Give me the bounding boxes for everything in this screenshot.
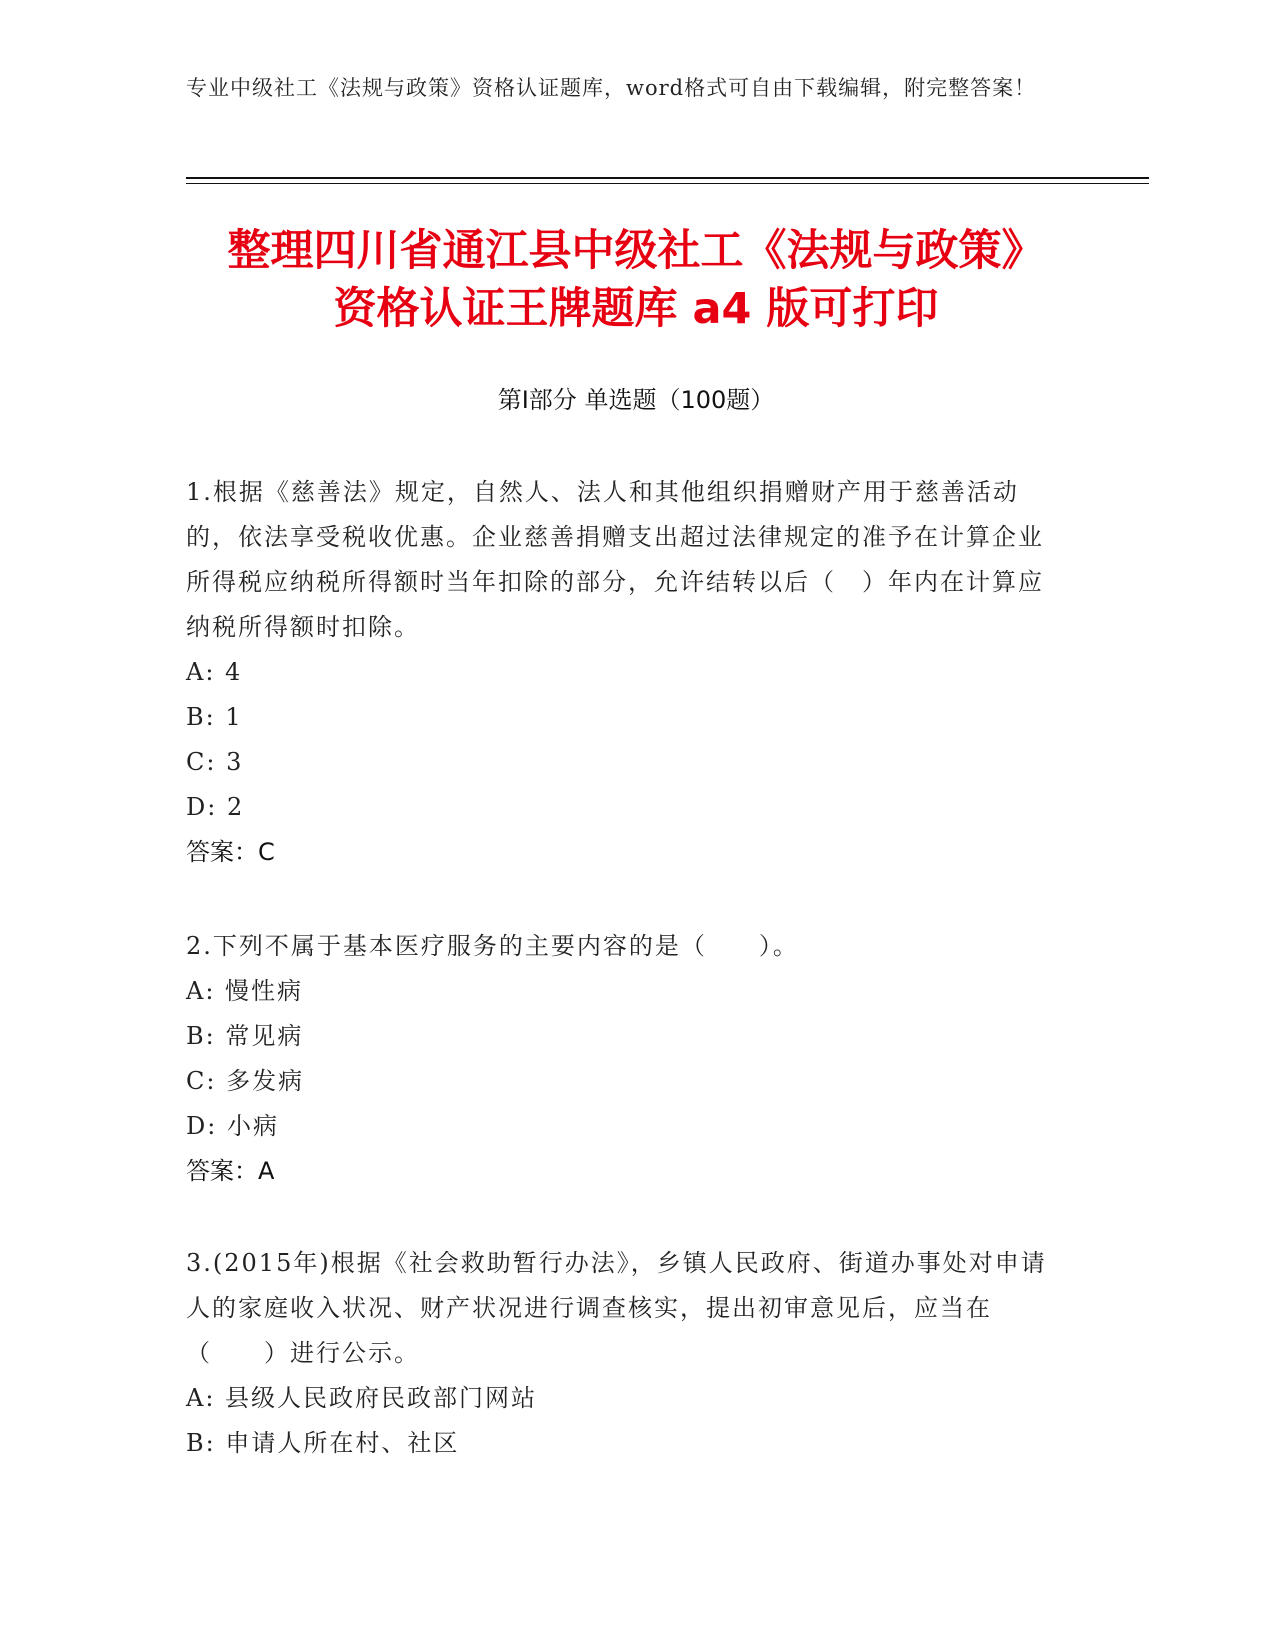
document-title-line-2: 资格认证王牌题库 a4 版可打印 bbox=[333, 284, 939, 334]
question-3-option-b: B: 申请人所在村、社区 bbox=[186, 1429, 460, 1457]
question-1-answer: 答案：C bbox=[186, 838, 275, 866]
question-1-stem: 1.根据《慈善法》规定，自然人、法人和其他组织捐赠财产用于慈善活动的，依法享受税收优惠。企业慈善捐赠支出超过法律规定的准予在计算企业所得税应纳税所得额时当年扣除的部分，允许结转以后（ ）年内在计算应纳税所得额时扣除。 bbox=[186, 478, 1044, 641]
question-2-answer: 答案：A bbox=[186, 1157, 275, 1185]
question-1 bbox=[186, 470, 1066, 875]
question-3-option-a: A: 县级人民政府民政部门网站 bbox=[186, 1384, 538, 1412]
question-3 bbox=[186, 1241, 1066, 1466]
header-note: 专业中级社工《法规与政策》资格认证题库，word格式可自由下载编辑，附完整答案！ bbox=[186, 76, 1037, 100]
section-heading: 第Ⅰ部分 单选题（100题） bbox=[497, 386, 775, 414]
document-title-line-1: 整理四川省通江县中级社工《法规与政策》 bbox=[227, 226, 1045, 276]
question-3-stem: 3.(2015年)根据《社会救助暂行办法》，乡镇人民政府、街道办事处对申请人的家庭收入状况、财产状况进行调查核实，提出初审意见后，应当在（ ）进行公示。 bbox=[186, 1249, 1047, 1367]
question-1-option-b: B: 1 bbox=[186, 703, 243, 731]
header-divider-thin bbox=[186, 183, 1149, 184]
document-title bbox=[186, 222, 1086, 338]
question-1-option-d: D: 2 bbox=[186, 793, 245, 821]
question-2 bbox=[186, 924, 1066, 1194]
question-2-option-b: B: 常见病 bbox=[186, 1022, 304, 1050]
question-2-stem: 2.下列不属于基本医疗服务的主要内容的是（ ）。 bbox=[186, 932, 799, 960]
question-1-option-c: C: 3 bbox=[186, 748, 244, 776]
question-2-option-a: A: 慢性病 bbox=[186, 977, 304, 1005]
header-divider-thick bbox=[186, 177, 1149, 179]
question-2-option-c: C: 多发病 bbox=[186, 1067, 305, 1095]
question-2-option-d: D: 小病 bbox=[186, 1112, 279, 1140]
question-1-option-a: A: 4 bbox=[186, 658, 243, 686]
